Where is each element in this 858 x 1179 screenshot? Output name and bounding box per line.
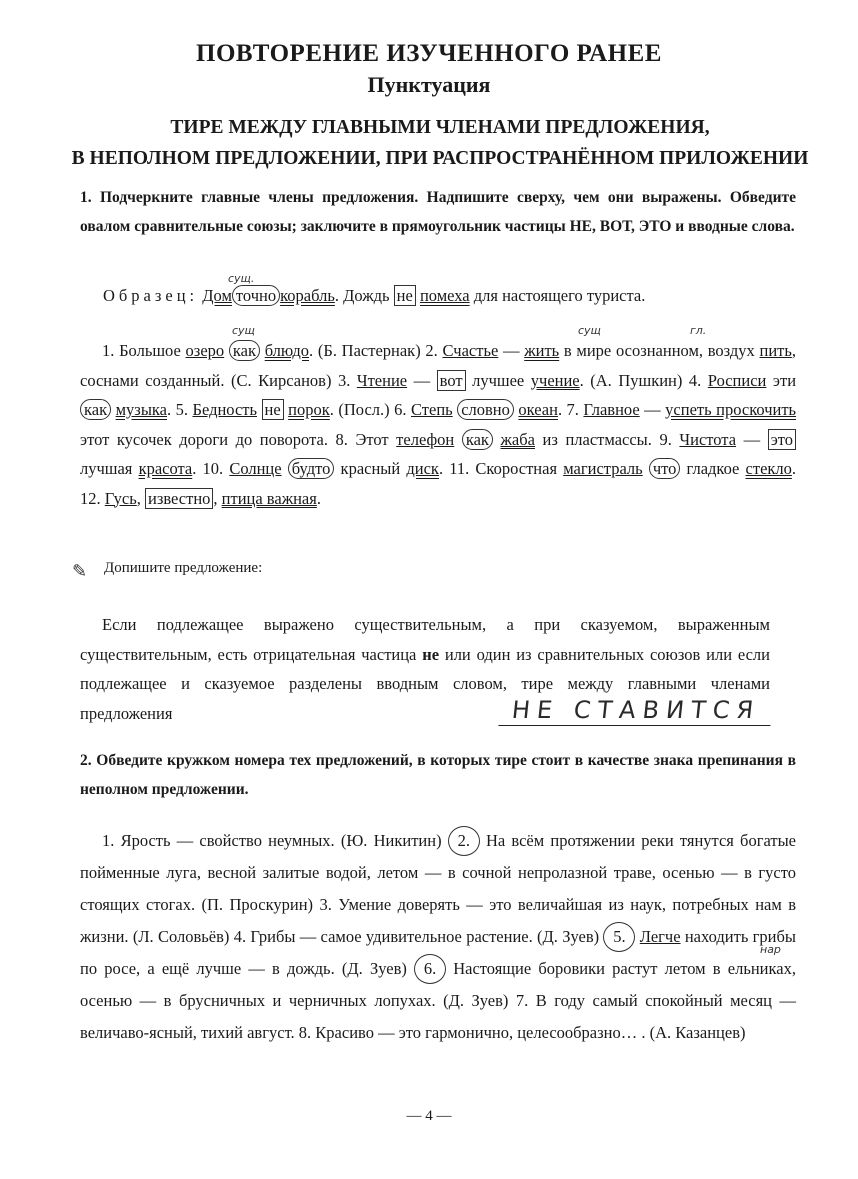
particle-box: известно (145, 488, 213, 509)
topic-line-2: В НЕПОЛНОМ ПРЕДЛОЖЕНИИ, ПРИ РАСПРОСТРАНЁННОМ ПРИЛОЖЕНИИ (71, 148, 809, 169)
predicate: птица важная (221, 488, 317, 508)
handwritten-answer: НЕ СТАВИТСЯ (498, 695, 773, 726)
subject: Главное (583, 400, 640, 419)
subject: телефон (396, 429, 455, 449)
complete-hint: Допишите предложение: (104, 560, 263, 576)
sample-particle: не (394, 285, 416, 306)
sample-label: Образец: (103, 286, 199, 305)
page-number: — 4 — (406, 1108, 452, 1124)
sentence-text: . 11. Скоростная (438, 459, 564, 478)
page-title: ПОВТОРЕНИЕ ИЗУЧЕННОГО РАНЕЕ (196, 40, 662, 67)
sample-word: Дом (202, 286, 232, 305)
sample-line (103, 286, 645, 306)
predicate: стекло (745, 459, 792, 478)
subject: Бедность (192, 400, 258, 419)
subject: Чистота (679, 429, 737, 449)
sentence-text: . (А. Пушкин) 4. (579, 370, 708, 390)
handwritten-note: гл. (690, 324, 707, 337)
predicate: жить (524, 341, 560, 360)
subject: пить (759, 341, 792, 360)
predicate: жаба (500, 429, 535, 449)
sentence-text: 1. Большое (102, 341, 186, 360)
particle-box: это (768, 429, 796, 450)
sentence-text: . (Б. Пастернак) 2. (309, 341, 443, 360)
task2-sentences: 1. Ярость — свойство неумных. (Ю. Никитин) 2. На всём протяжении реки тянутся богатые пойменные луга, весной залитые водой, летом — в сочной непролазной траве, осенью — в густо стоящих стогах. (П. Проскурин) 3. Умение доверять — это величайшая из наук, потребных нам в жизни. (Л. Соловьёв) 4. Грибы — самое удивительное растение. (Д. Зуев) 5. Легче находить грибы по росе, а ещё лучше — в дождь. (Д. Зуев) 6. Настоящие боровики растут летом в ельниках, осенью — в брусничных и черничных лопухах. (Д. Зуев) 7. В году самый спокойный месяц — величаво-ясный, тихий август. 8. Красиво — это гармонично, целесообразно… . (А. Казанцев) (80, 825, 796, 1049)
predicate: учение (530, 370, 580, 390)
task2-instruction: 2. Обведите кружком номера тех предложений, в которых тире стоит в качестве знака препинания в неполном предложении. (80, 752, 796, 798)
sentence-text: в мире осознанном, воздух (559, 341, 760, 360)
sentence-text: этот кусочек дороги до поворота. 8. Этот (80, 429, 397, 449)
sample-note: сущ. (228, 272, 255, 285)
predicate: океан (518, 400, 558, 419)
comparative-conjunction: как (229, 340, 260, 361)
handwritten-note: сущ (232, 324, 255, 337)
sample-word: корабль (280, 286, 335, 305)
handwritten-note: сущ (578, 324, 601, 337)
sample-word: помеха (419, 286, 470, 305)
sample-text: . Дождь (334, 286, 390, 305)
subject: магистраль (563, 459, 643, 478)
underlined-word: Легче (639, 927, 681, 946)
comparative-conjunction: будто (288, 458, 335, 479)
sentence-text: из пластмассы. 9. (534, 429, 680, 449)
sentence-text: . (Посл.) 6. (329, 400, 412, 419)
subject: Степь (411, 400, 453, 419)
particle-box: не (262, 399, 284, 420)
comparative-conjunction: как (462, 429, 493, 450)
sample-conjunction: точно (232, 285, 280, 306)
topic-line-1: ТИРЕ МЕЖДУ ГЛАВНЫМИ ЧЛЕНАМИ ПРЕДЛОЖЕНИЯ, (170, 117, 710, 138)
comparative-conjunction: как (80, 399, 111, 420)
circled-number: 5. (603, 922, 635, 952)
predicate: блюдо (264, 341, 310, 360)
particle-box: вот (437, 370, 466, 391)
circled-number: 6. (414, 954, 446, 984)
handwritten-note: нар (760, 943, 781, 956)
predicate: диск (406, 459, 439, 478)
task1-instruction: 1. Подчеркните главные члены предложения. Надпишите сверху, чем они выражены. Обведите овалом сравнительные союзы; заключите в прямоугольник частицы НЕ, ВОТ, ЭТО и вводные слова. (80, 189, 796, 235)
predicate: красота (138, 459, 193, 478)
pencil-icon: ✎ (72, 561, 88, 581)
subject: Солнце (229, 459, 282, 478)
comparative-conjunction: словно (457, 399, 514, 420)
predicate: успеть проскочить (665, 400, 797, 419)
sample-text: для настоящего туриста. (473, 286, 646, 305)
subject: озеро (185, 341, 225, 360)
predicate: порок (288, 400, 330, 419)
subject: Гусь (104, 488, 137, 508)
page-subtitle: Пунктуация (367, 72, 491, 97)
topic-heading (40, 112, 840, 174)
comparative-conjunction: что (649, 458, 681, 479)
subject: Счастье (442, 341, 499, 360)
complete-text: Если подлежащее выражено существительным, а при сказуемом, выраженным существительным, есть отрицательная частица не или один из сравнительных союзов или если подлежащее и сказуемое разделены вводным словом, тире между главными членами предложения (80, 615, 770, 723)
subject: Росписи (707, 370, 767, 390)
subject: Чтение (356, 370, 408, 390)
predicate: музыка (115, 400, 167, 419)
task1-sentences: 1. Большое озеро как блюдо. (Б. Пастернак) 2. Счастье — жить в мире осознанном, воздух пить, соснами созданный. (С. Кирсанов) 3. Чтение — вот лучшее учение. (А. Пушкин) 4. Росписи эти как музыка. 5. Бедность не порок. (Посл.) 6. Степь словно океан. 7. Главное — успеть проскочить этот кусочек дороги до поворота. 8. Этот телефон как жаба из пластмассы. 9. Чистота — это лучшая красота. 10. Солнце будто красный диск. 11. Скоростная магистраль что гладкое стекло. 12. Гусь, известно , птица важная. (80, 341, 797, 508)
sentence-text: , соснами созданный. (С. Кирсанов) 3. (80, 341, 797, 390)
circled-number: 2. (448, 826, 480, 856)
